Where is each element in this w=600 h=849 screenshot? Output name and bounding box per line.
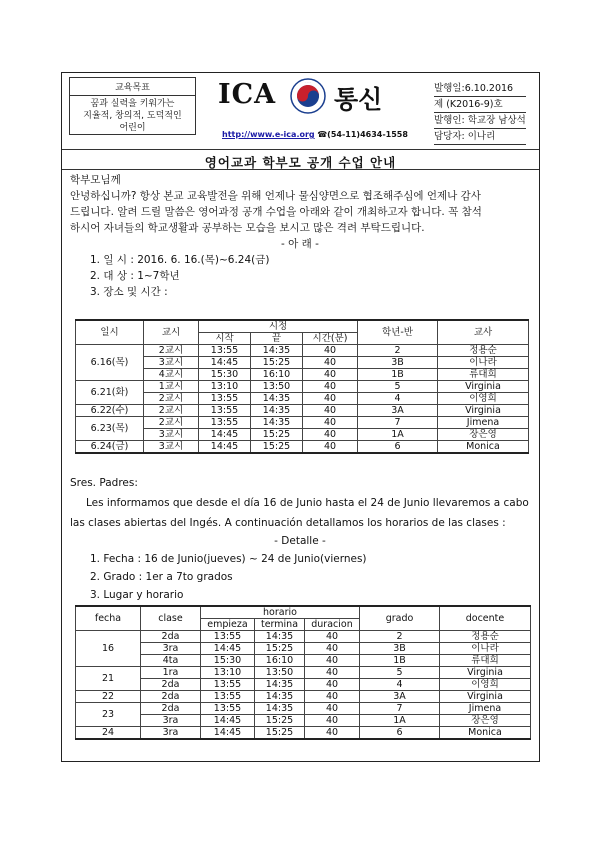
cell-class: 2교시 xyxy=(144,417,199,429)
cell-end: 13:50 xyxy=(255,667,305,679)
cell-duration: 40 xyxy=(305,727,360,740)
korean-item-1: 1. 일 시 : 2016. 6. 16.(목)~6.24(금) xyxy=(90,254,270,266)
korean-paragraph-line-1: 안녕하십니까? 항상 본교 교육발전을 위해 언제나 물심양면으로 협조해주심에 언제나 감사 xyxy=(70,190,481,202)
cell-teacher: 류대희 xyxy=(440,655,531,667)
cell-teacher: 이나라 xyxy=(438,357,529,369)
cell-grade: 4 xyxy=(358,393,438,405)
cell-duration: 40 xyxy=(305,643,360,655)
cell-grade: 7 xyxy=(358,417,438,429)
cell-end: 14:35 xyxy=(251,345,303,357)
cell-duration: 40 xyxy=(305,703,360,715)
issue-date: 발행일:6.10.2016 xyxy=(434,81,526,97)
cell-class: 4ta xyxy=(141,655,201,667)
newsletter-header xyxy=(62,73,539,141)
korean-paragraph-line-3: 하시어 자녀들의 학교생활과 공부하는 모습을 보시고 많은 격려 부탁드립니다. xyxy=(70,222,425,234)
cell-grade: 3B xyxy=(360,643,440,655)
cell-grade: 3B xyxy=(358,357,438,369)
spanish-item-3: 3. Lugar y horario xyxy=(90,589,184,601)
brand-ica-text: ICA xyxy=(218,79,277,110)
table-row xyxy=(76,381,529,393)
cell-end: 14:35 xyxy=(255,691,305,703)
publisher: 발행인: 학교장 남상석 xyxy=(434,113,526,129)
cell-teacher: 류대희 xyxy=(438,369,529,381)
cell-grade: 1A xyxy=(358,429,438,441)
cell-start: 14:45 xyxy=(201,727,255,740)
cell-start: 15:30 xyxy=(201,655,255,667)
cell-teacher: Monica xyxy=(440,727,531,740)
cell-start: 14:45 xyxy=(201,643,255,655)
cell-duration: 40 xyxy=(305,667,360,679)
spanish-greeting: Sres. Padres: xyxy=(70,477,138,489)
website-link[interactable]: http://www.e-ica.org xyxy=(222,130,315,139)
cell-grade: 1B xyxy=(358,369,438,381)
cell-class: 3ra xyxy=(141,727,201,740)
spanish-paragraph-line-2: las clases abiertas del Ingés. A continuación detallamos los horarios de las clases : xyxy=(70,517,506,529)
education-goal-motto xyxy=(70,96,195,134)
cell-end: 15:25 xyxy=(255,727,305,740)
cell-date: 6.22(수) xyxy=(76,405,144,417)
contact-line xyxy=(222,130,408,139)
cell-teacher: 정용순 xyxy=(440,631,531,643)
cell-end: 13:50 xyxy=(251,381,303,393)
table-row xyxy=(76,691,531,703)
header-date: fecha xyxy=(76,606,141,631)
table-row xyxy=(76,417,529,429)
cell-date: 21 xyxy=(76,667,141,691)
school-logo-icon xyxy=(290,78,326,114)
cell-duration: 40 xyxy=(303,417,358,429)
cell-start: 13:55 xyxy=(199,393,251,405)
cell-end: 15:25 xyxy=(251,357,303,369)
spanish-item-1: 1. Fecha : 16 de Junio(jueves) ~ 24 de Junio(viernes) xyxy=(90,553,367,565)
cell-duration: 40 xyxy=(305,631,360,643)
cell-class: 2da xyxy=(141,703,201,715)
cell-class: 1교시 xyxy=(144,381,199,393)
cell-teacher: 장은영 xyxy=(438,429,529,441)
title-rule-bottom xyxy=(62,169,539,170)
cell-duration: 40 xyxy=(305,655,360,667)
header-teacher: docente xyxy=(440,606,531,631)
table-row xyxy=(76,429,529,441)
cell-teacher: Virginia xyxy=(438,405,529,417)
cell-teacher: 장은영 xyxy=(440,715,531,727)
table-row xyxy=(76,441,529,454)
table-row xyxy=(76,357,529,369)
spanish-paragraph-line-1: Les informamos que desde el día 16 de Junio hasta el 24 de Junio llevaremos a cabo xyxy=(86,497,529,509)
motto-line-3: 어린이 xyxy=(119,123,146,133)
spanish-section xyxy=(70,475,530,603)
header-date: 일시 xyxy=(76,320,144,345)
cell-date: 16 xyxy=(76,631,141,667)
cell-end: 14:35 xyxy=(251,417,303,429)
cell-date: 6.16(목) xyxy=(76,345,144,381)
cell-start: 13:55 xyxy=(199,417,251,429)
cell-start: 13:10 xyxy=(201,667,255,679)
cell-class: 2da xyxy=(141,691,201,703)
cell-date: 23 xyxy=(76,703,141,727)
cell-teacher: Jimena xyxy=(440,703,531,715)
cell-start: 14:45 xyxy=(199,357,251,369)
spanish-detail-heading: - Detalle - xyxy=(274,535,326,547)
cell-end: 16:10 xyxy=(251,369,303,381)
header-duration: 시간(분) xyxy=(303,333,358,345)
cell-date: 6.24(금) xyxy=(76,441,144,454)
cell-teacher: 이영희 xyxy=(440,679,531,691)
cell-duration: 40 xyxy=(303,393,358,405)
table-row xyxy=(76,643,531,655)
header-start: 시작 xyxy=(199,333,251,345)
korean-greeting: 학부모님께 xyxy=(70,174,121,186)
cell-grade: 1B xyxy=(360,655,440,667)
table-row xyxy=(76,345,529,357)
cell-duration: 40 xyxy=(303,441,358,454)
table-row xyxy=(76,703,531,715)
cell-teacher: 이영희 xyxy=(438,393,529,405)
cell-start: 13:55 xyxy=(199,405,251,417)
cell-class: 4교시 xyxy=(144,369,199,381)
cell-start: 13:55 xyxy=(201,703,255,715)
table-row xyxy=(76,715,531,727)
cell-teacher: Monica xyxy=(438,441,529,454)
header-grade: 학년-반 xyxy=(358,320,438,345)
cell-end: 14:35 xyxy=(251,393,303,405)
korean-detail-heading: - 아 래 - xyxy=(281,238,319,250)
cell-grade: 6 xyxy=(360,727,440,740)
cell-class: 2교시 xyxy=(144,393,199,405)
table-row xyxy=(76,631,531,643)
cell-date: 6.23(목) xyxy=(76,417,144,441)
cell-duration: 40 xyxy=(303,429,358,441)
cell-date: 22 xyxy=(76,691,141,703)
cell-duration: 40 xyxy=(303,357,358,369)
cell-duration: 40 xyxy=(303,369,358,381)
cell-end: 14:35 xyxy=(251,405,303,417)
cell-start: 13:55 xyxy=(201,631,255,643)
cell-duration: 40 xyxy=(303,381,358,393)
table-row xyxy=(76,679,531,691)
cell-teacher: 이나라 xyxy=(440,643,531,655)
korean-paragraph-line-2: 드립니다. 알려 드릴 말씀은 영어과정 공개 수업을 아래와 같이 개최하고자 합니다. 꼭 참석 xyxy=(70,206,482,218)
cell-class: 2교시 xyxy=(144,405,199,417)
table-row xyxy=(76,405,529,417)
cell-start: 13:10 xyxy=(199,381,251,393)
cell-start: 14:45 xyxy=(199,441,251,454)
cell-duration: 40 xyxy=(305,715,360,727)
cell-end: 14:35 xyxy=(255,631,305,643)
cell-class: 2da xyxy=(141,631,201,643)
cell-teacher: Virginia xyxy=(440,691,531,703)
cell-teacher: Jimena xyxy=(438,417,529,429)
phone-number: ☎(54-11)4634-1558 xyxy=(317,130,408,139)
education-goal-title: 교육목표 xyxy=(70,78,195,96)
cell-teacher: 정용순 xyxy=(438,345,529,357)
cell-duration: 40 xyxy=(303,345,358,357)
cell-class: 3ra xyxy=(141,715,201,727)
cell-grade: 3A xyxy=(358,405,438,417)
cell-date: 6.21(화) xyxy=(76,381,144,405)
education-goal-box xyxy=(69,77,196,135)
editor: 담당자: 이나리 xyxy=(434,129,526,145)
header-end: termina xyxy=(255,619,305,631)
svg-text:· · · ·: · · · · xyxy=(304,80,312,85)
header-grade: grado xyxy=(360,606,440,631)
korean-schedule-table xyxy=(75,319,529,454)
korean-item-2: 2. 대 상 : 1~7학년 xyxy=(90,270,180,282)
cell-date: 24 xyxy=(76,727,141,740)
cell-end: 15:25 xyxy=(251,429,303,441)
cell-duration: 40 xyxy=(305,679,360,691)
title-rule-top xyxy=(62,149,539,150)
header-end: 끝 xyxy=(251,333,303,345)
cell-class: 3교시 xyxy=(144,357,199,369)
cell-grade: 4 xyxy=(360,679,440,691)
cell-start: 13:55 xyxy=(201,691,255,703)
newsletter-brand xyxy=(212,77,402,117)
cell-class: 3교시 xyxy=(144,441,199,454)
cell-start: 14:45 xyxy=(199,429,251,441)
cell-grade: 5 xyxy=(360,667,440,679)
cell-end: 16:10 xyxy=(255,655,305,667)
spanish-item-2: 2. Grado : 1er a 7to grados xyxy=(90,571,233,583)
header-class: 교시 xyxy=(144,320,199,345)
cell-end: 15:25 xyxy=(255,643,305,655)
cell-grade: 2 xyxy=(360,631,440,643)
issue-meta xyxy=(434,81,526,145)
cell-grade: 1A xyxy=(360,715,440,727)
table-row xyxy=(76,667,531,679)
motto-line-2: 지율적, 창의적, 도덕적인 xyxy=(83,111,182,121)
header-start: empieza xyxy=(201,619,255,631)
cell-start: 13:55 xyxy=(199,345,251,357)
header-time: 시정 xyxy=(199,320,358,333)
header-time: horario xyxy=(201,606,360,619)
cell-duration: 40 xyxy=(303,405,358,417)
cell-grade: 3A xyxy=(360,691,440,703)
cell-end: 14:35 xyxy=(255,679,305,691)
motto-line-1: 꿈과 실력을 키워가는 xyxy=(90,99,175,109)
table-row xyxy=(76,393,529,405)
header-duration: duracion xyxy=(305,619,360,631)
cell-start: 13:55 xyxy=(201,679,255,691)
cell-end: 15:25 xyxy=(255,715,305,727)
korean-item-3: 3. 장소 및 시간 : xyxy=(90,286,168,298)
cell-grade: 6 xyxy=(358,441,438,454)
cell-teacher: Virginia xyxy=(438,381,529,393)
cell-class: 1ra xyxy=(141,667,201,679)
spanish-schedule-table xyxy=(75,605,531,740)
document-title: 영어교과 학부모 공개 수업 안내 xyxy=(204,155,397,170)
header-teacher: 교사 xyxy=(438,320,529,345)
cell-class: 3ra xyxy=(141,643,201,655)
table-row xyxy=(76,727,531,740)
cell-end: 14:35 xyxy=(255,703,305,715)
cell-end: 15:25 xyxy=(251,441,303,454)
brand-tongsin-text: 통신 xyxy=(334,85,383,114)
table-row xyxy=(76,369,529,381)
cell-grade: 7 xyxy=(360,703,440,715)
table-row xyxy=(76,655,531,667)
cell-class: 3교시 xyxy=(144,429,199,441)
cell-start: 14:45 xyxy=(201,715,255,727)
cell-start: 15:30 xyxy=(199,369,251,381)
issue-number: 제 (K2016-9)호 xyxy=(434,97,526,113)
cell-class: 2da xyxy=(141,679,201,691)
newsletter-page xyxy=(61,72,540,762)
header-class: clase xyxy=(141,606,201,631)
cell-grade: 2 xyxy=(358,345,438,357)
korean-section xyxy=(70,172,530,300)
cell-duration: 40 xyxy=(305,691,360,703)
cell-grade: 5 xyxy=(358,381,438,393)
cell-teacher: Virginia xyxy=(440,667,531,679)
cell-class: 2교시 xyxy=(144,345,199,357)
